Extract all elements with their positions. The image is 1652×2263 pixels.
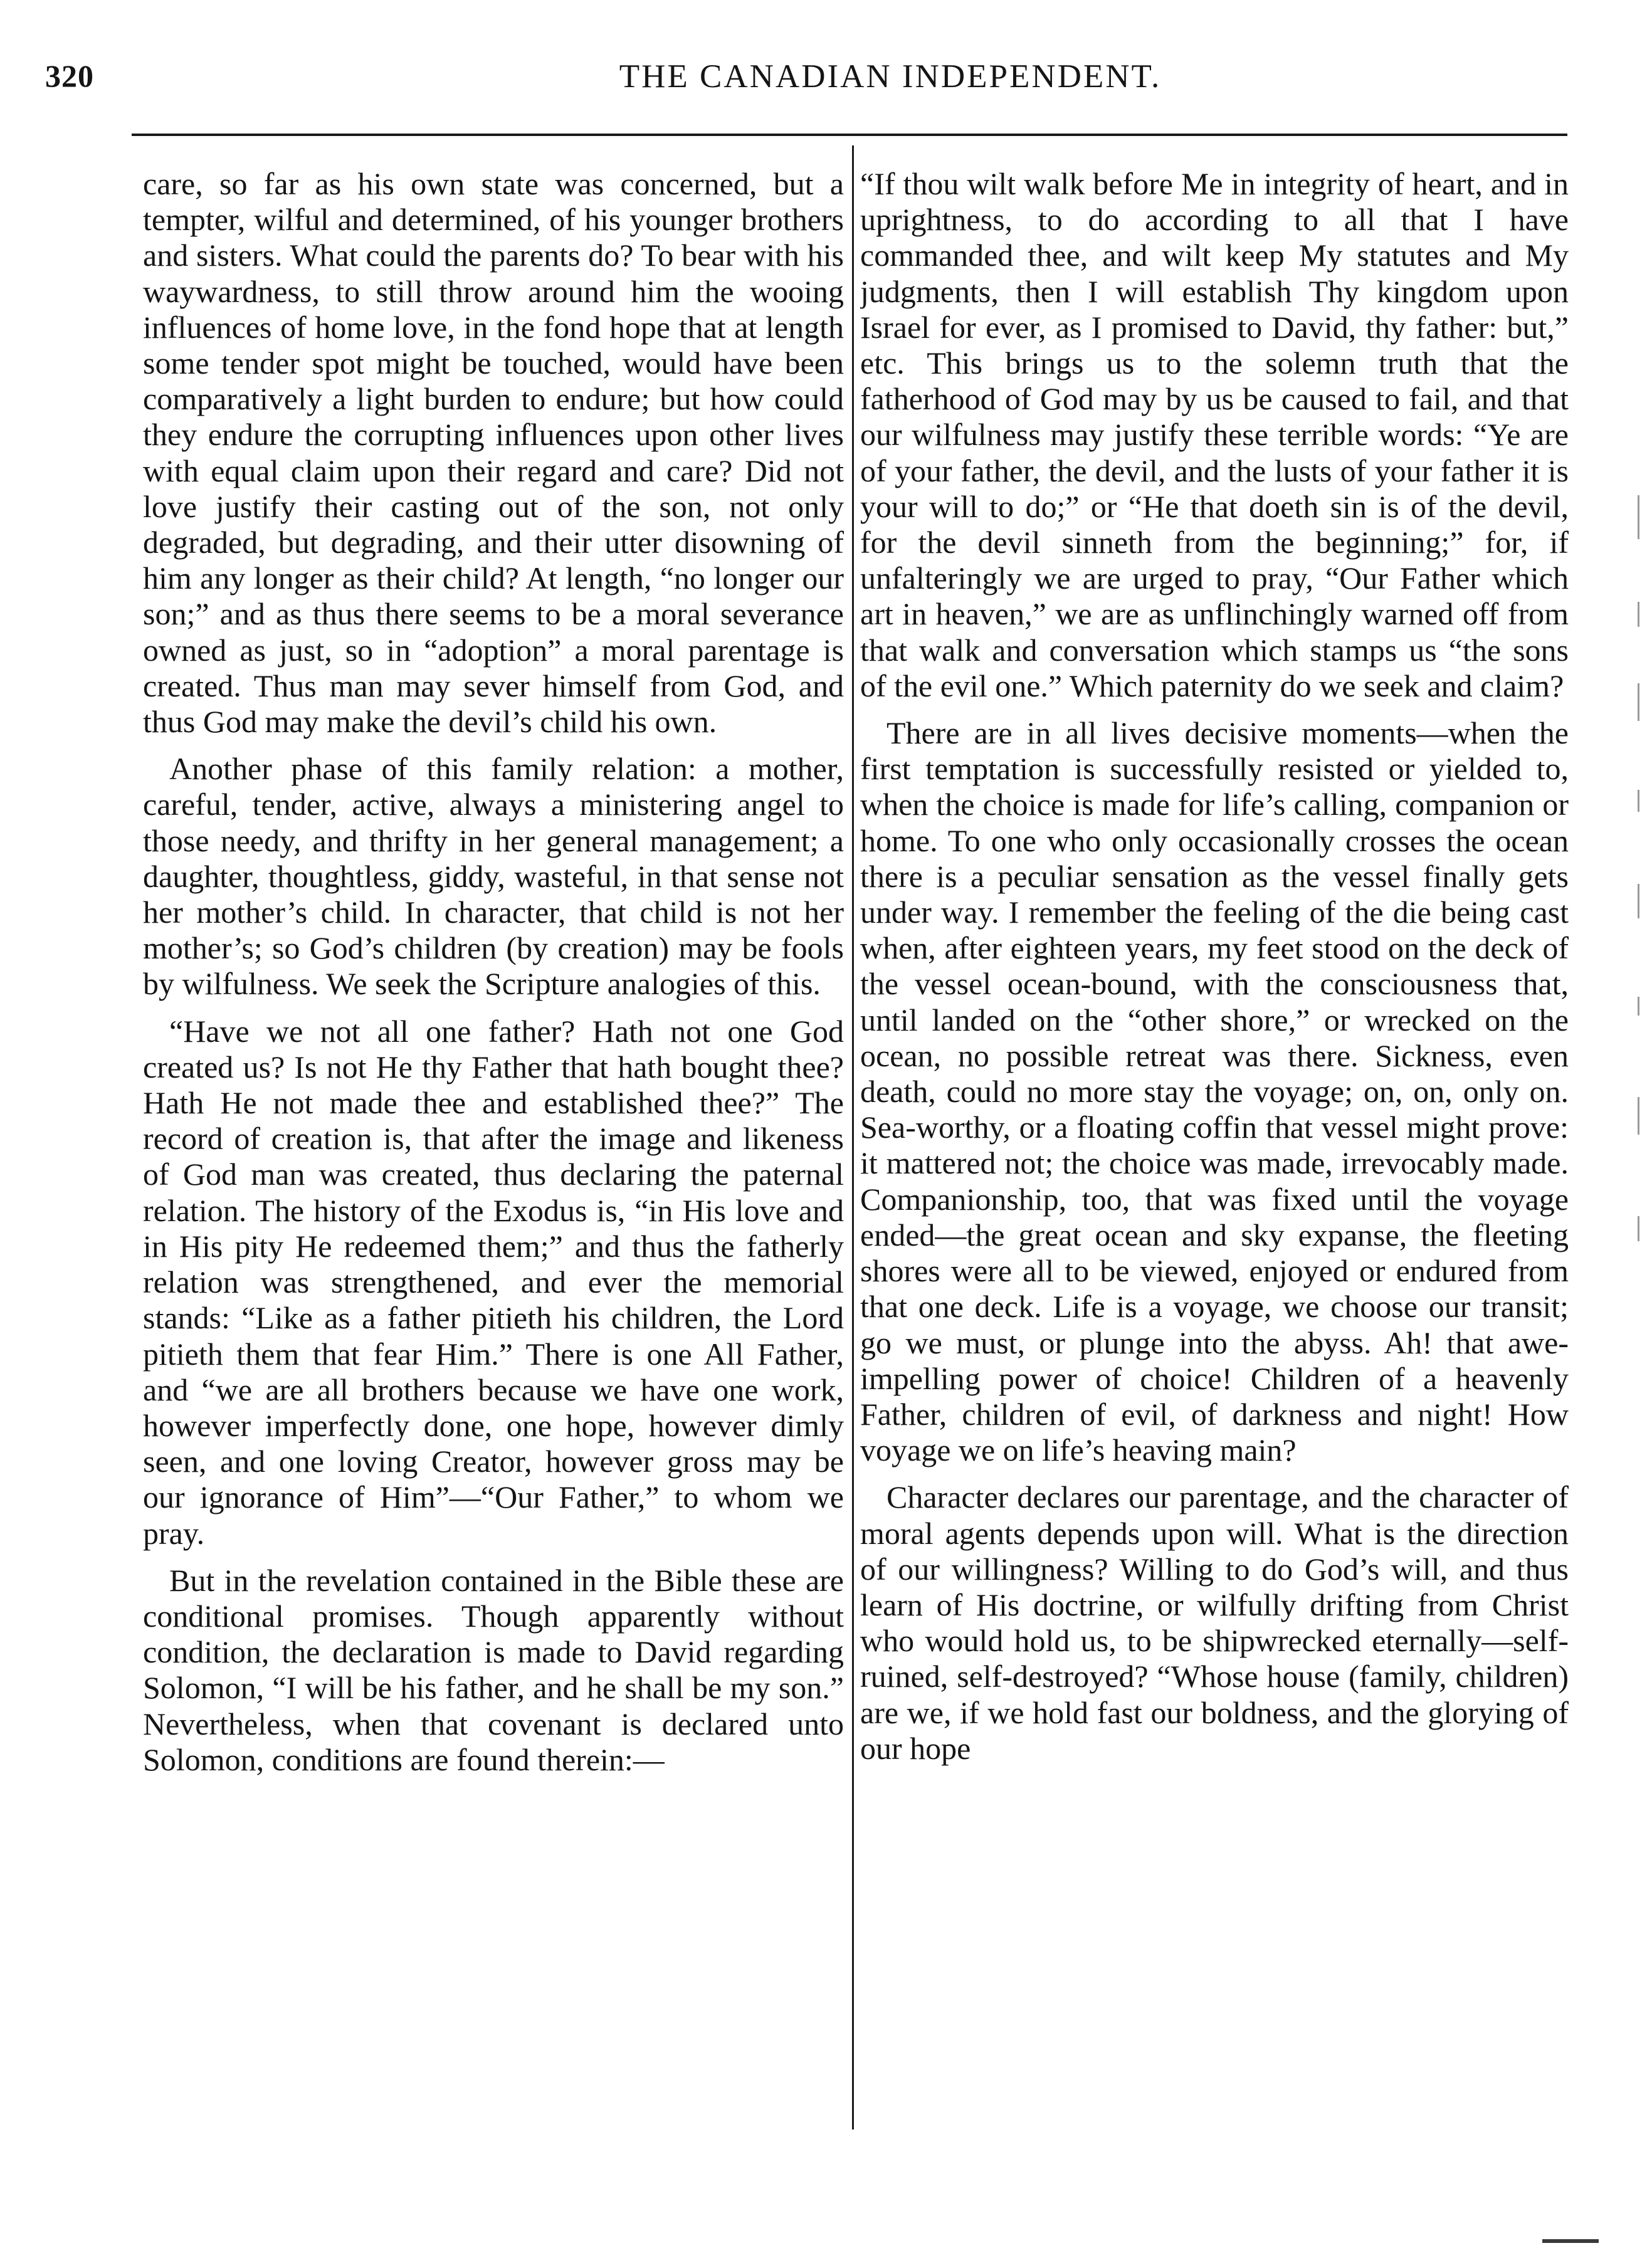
header-rule <box>132 134 1567 136</box>
scan-margin-marks <box>1633 495 1645 1310</box>
left-column <box>143 166 844 2141</box>
paragraph: Character declares our parentage, and the character of moral agents depends upon will. What is the direction of our willingness? Willing to do God’s will, and thus learn of His doctrine, or wilfully drifting from Christ who would hold us, to be shipwrecked eternally—self-ruined, self-destroyed? “Whose house (family, children) are we, if we hold fast our boldness, and the glorying of our hope <box>860 1479 1569 1766</box>
paragraph: “Have we not all one father? Hath not one God created us? Is not He thy Father that hath bought thee? Hath He not made thee and established thee?” The record of creation is, that after the image and likeness of God man was created, thus declaring the paternal relation. The history of the Exodus is, “in His love and in His pity He redeemed them;” and thus the fatherly relation was strengthened, and ever the memorial stands: “Like as a father pitieth his children, the Lord pitieth them that fear Him.” There is one All Father, and “we are all brothers because we have one work, however imperfectly done, one hope, however dimly seen, and one loving Creator, however gross may be our ignorance of Him”—“Our Father,” to whom we pray. <box>143 1013 844 1551</box>
paragraph: Another phase of this family relation: a mother, careful, tender, active, always a ministering angel to those needy, and thrifty in her general management; a daughter, thoughtless, giddy, wasteful, in that sense not her mother’s child. In character, that child is not her mother’s; so God’s children (by creation) may be fools by wilfulness. We seek the Scripture analogies of this. <box>143 751 844 1002</box>
page-number: 320 <box>45 58 94 93</box>
paragraph: “If thou wilt walk before Me in integrity of heart, and in uprightness, to do according to all that I have commanded thee, and wilt keep My statutes and My judgments, then I will establish Thy kingdom upon Israel for ever, as I promised to David, thy father: but,” etc. This brings us to the solemn truth that the fatherhood of God may by us be caused to fail, and that our wilfulness may justify these terrible words: “Ye are of your father, the devil, and the lusts of your father it is your will to do;” or “He that doeth sin is of the devil, for the devil sinneth from the beginning;” for, if unfalteringly we are urged to pray, “Our Father which art in heaven,” we are as unflinchingly warned off from that walk and conversation which stamps us “the sons of the evil one.” Which paternity do we seek and claim? <box>860 166 1569 703</box>
scan-edge-mark <box>1542 2239 1599 2243</box>
column-divider <box>852 145 854 2129</box>
running-title: THE CANADIAN INDEPENDENT. <box>619 58 1162 95</box>
paragraph: care, so far as his own state was concerned, but a tempter, wilful and determined, of his younger brothers and sisters. What could the parents do? To bear with his waywardness, to still throw around him the wooing influences of home love, in the fond hope that at length some tender spot might be touched, would have been comparatively a light burden to endure; but how could they endure the corrupting influences upon other lives with equal claim upon their regard and care? Did not love justify their casting out of the son, not only degraded, but degrading, and their utter disowning of him any longer as their child? At length, “no longer our son;” and as thus there seems to be a moral severance owned as just, so in “adoption” a moral parentage is created. Thus man may sever himself from God, and thus God may make the devil’s child his own. <box>143 166 844 740</box>
paragraph: But in the revelation contained in the Bible these are conditional promises. Though apparently without condition, the declaration is made to David regarding Solomon, “I will be his father, and he shall be my son.” Nevertheless, when that covenant is declared unto Solomon, conditions are found therein:— <box>143 1562 844 1777</box>
paragraph: There are in all lives decisive moments—when the first temptation is successfully resisted or yielded to, when the choice is made for life’s calling, companion or home. To one who only occasionally crosses the ocean there is a peculiar sensation as the vessel finally gets under way. I remember the feeling of the die being cast when, after eighteen years, my feet stood on the deck of the vessel ocean-bound, with the consciousness that, until landed on the “other shore,” or wrecked on the ocean, no possible retreat was there. Sickness, even death, could no more stay the voyage; on, on, only on. Sea-worthy, or a floating coffin that vessel might prove: it mattered not; the choice was made, irrevocably made. Companionship, too, that was fixed until the voyage ended—the great ocean and sky expanse, the fleeting shores were all to be viewed, enjoyed or endured from that one deck. Life is a voyage, we choose our transit; go we must, or plunge into the abyss. Ah! that awe-impelling power of choice! Children of a heavenly Father, children of evil, of darkness and night! How voyage we on life’s heaving main? <box>860 715 1569 1468</box>
right-column <box>860 166 1569 2141</box>
